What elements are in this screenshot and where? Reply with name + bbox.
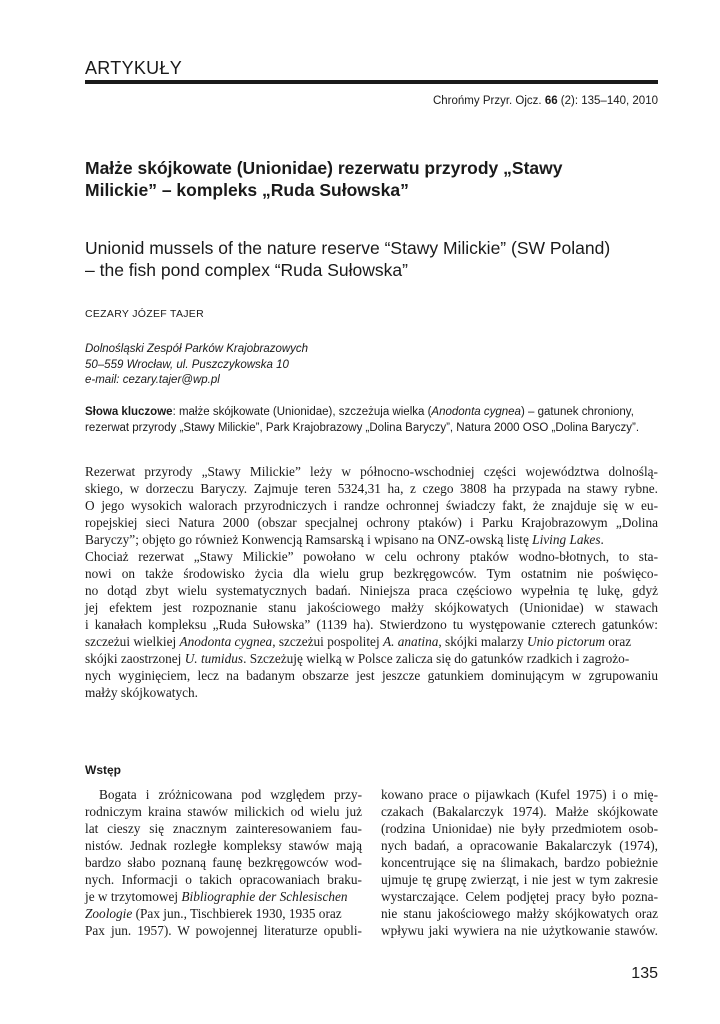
affiliation-institution: Dolnośląski Zespół Parków Krajobrazowych (85, 343, 309, 355)
section-heading-introduction: Wstęp (85, 763, 121, 777)
abstract-line (85, 650, 658, 667)
page-number: 135 (631, 965, 658, 982)
body-column-right (381, 786, 658, 939)
body-line: nych badań, a opracowanie Bakalarczyk (1974), (381, 838, 658, 853)
abstract (85, 463, 658, 701)
keywords-text: ) – gatunek chroniony, rezerwat przyrody „Stawy Milickie”, Park Krajobrazowy „Dolina Baryczy”, Natura 2000 OSO „Dolina Baryczy”. (85, 406, 640, 434)
article-title-polish (85, 157, 645, 201)
body-text: (Pax jun., Tischbierek 1930, 1935 oraz (132, 906, 342, 921)
abstract-italic: U. tumidus (184, 651, 244, 666)
body-line: nistów. Jednak rozległe kompleksy stawów mają (85, 838, 362, 853)
abstract-text: , skójki malarzy (438, 634, 528, 649)
abstract-line: nowi on także środowisko życia dla wielu grup bezkręgowców. Tym ostatnim nie poświęco- (85, 566, 658, 581)
abstract-line: małży skójkowatych. (85, 685, 198, 700)
abstract-text: , szczeżui pospolitej (272, 634, 383, 649)
abstract-italic: Unio pictorum (527, 634, 605, 649)
body-line (85, 905, 362, 922)
citation-prefix: Chrońmy Przyr. Ojcz. (432, 95, 545, 107)
abstract-text: . Szczeżuję wielką w Polsce zalicza się do gatunków rzadkich i zagrożo- (243, 651, 630, 666)
body-italic: Zoologie (85, 906, 133, 921)
body-line: bardzo słabo poznaną faunę bezkręgowców wod- (85, 855, 362, 870)
abstract-line: Rezerwat przyrody „Stawy Milickie” leży w północno-wschodniej części województwa dolnoślą- (85, 464, 658, 479)
abstract-italic: A. anatina (382, 634, 439, 649)
title-pl-line: Milickie” – kompleks „Ruda Sułowska” (85, 180, 409, 200)
abstract-line: skiego, w dorzeczu Baryczy. Zajmuje teren 5324,31 ha, z czego 3808 ha przypada na stawy rybne. (85, 481, 658, 496)
abstract-line (85, 531, 658, 548)
abstract-text: . (600, 532, 604, 547)
author-name: CEZARY JÓZEF TAJER (85, 308, 204, 320)
affiliation-address: 50–559 Wrocław, ul. Puszczykowska 10 (85, 358, 289, 371)
abstract-line: Chociaż rezerwat „Stawy Milickie” powołano w celu ochrony ptaków wodno-błotnych, to sta- (85, 549, 658, 564)
journal-citation (433, 95, 658, 107)
citation-volume: 66 (544, 95, 558, 107)
keywords-block (85, 404, 660, 436)
abstract-text: Baryczy”; objęto go również Konwencją Ramsarską i wpisano na ONZ-owską listę (85, 532, 533, 547)
title-en-line: – the fish pond complex “Ruda Sułowska” (85, 260, 408, 280)
body-line: (rodzina Unionidae) nie były przedmiotem osob- (381, 821, 658, 836)
body-line: nie stanu jakościowego małży skójkowatych oraz (381, 906, 658, 921)
keywords-text: : małże skójkowate (Unionidae), szczeżuja wielka ( (172, 406, 432, 418)
keywords-label: Słowa kluczowe (85, 406, 173, 418)
body-line: nych. Informacji o takich opracowaniach braku- (85, 872, 362, 887)
body-line: kowano prace o pijawkach (Kufel 1975) i o mię- (381, 787, 658, 802)
body-line: Pax jun. 1957). W powojennej literaturze opubli- (85, 923, 362, 938)
header-rule (85, 80, 658, 84)
body-column-left (85, 786, 362, 939)
body-line: wystarczające. Celem podjętej pracy było pozna- (381, 889, 658, 904)
article-title-english (85, 237, 665, 281)
body-text: je w trzytomowej (85, 889, 182, 904)
abstract-text: oraz (604, 634, 632, 649)
keywords-species: Anodonta cygnea (431, 406, 521, 418)
abstract-line (85, 633, 658, 650)
body-line: lat cieszy się znacznym zainteresowaniem fau- (85, 821, 362, 836)
body-line: czakach (Bakalarczyk 1974). Małże skójkowate (381, 804, 658, 819)
body-line (85, 888, 362, 905)
abstract-line: ropejskiej sieci Natura 2000 (obszar specjalnej ochrony ptaków) i Parku Krajobrazowym „Dolina (85, 515, 658, 530)
body-line: Bogata i zróżnicowana pod względem przy- (99, 787, 362, 802)
body-line: wpływu jaki wywiera na nie użytkowanie stawów. (381, 923, 658, 938)
title-pl-line: Małże skójkowate (Unionidae) rezerwatu przyrody „Stawy (85, 158, 563, 178)
abstract-text: szczeżui wielkiej (85, 634, 180, 649)
citation-suffix: (2): 135–140, 2010 (557, 95, 658, 107)
body-italic: Bibliographie der Schlesischen (181, 889, 348, 904)
abstract-line: nych wyginięciem, lecz na badanym obszarze jest jeszcze gatunkiem dominującym w zgrupowaniu (85, 668, 658, 683)
abstract-italic: Living Lakes (532, 532, 601, 547)
title-en-line: Unionid mussels of the nature reserve “Stawy Milickie” (SW Poland) (85, 238, 611, 258)
body-line: rodniczym kraina stawów milickich od wielu już (85, 804, 362, 819)
abstract-line: jej efektem jest rozpoznanie stanu jakościowego małży skójkowatych (Unionidae) w stawach (85, 600, 658, 615)
abstract-italic: Anodonta cygnea (179, 634, 273, 649)
body-line: ujmuje tę grupę zwierząt, i nie jest w tym zakresie (381, 872, 658, 887)
body-line: koncentrujące się na ślimakach, bardzo pobieżnie (381, 855, 658, 870)
section-header: ARTYKUŁY (85, 58, 183, 78)
abstract-text: skójki zaostrzonej (85, 651, 185, 666)
abstract-line: i kanałach kompleksu „Ruda Sułowska” (1139 ha). Stwierdzono tu występowanie czterech gatunków: (85, 617, 658, 632)
affiliation-email: e-mail: cezary.tajer@wp.pl (85, 374, 220, 386)
abstract-line: O jego wysokich walorach przyrodniczych i randze ochronnej świadczy fakt, że znajduje się w eu- (85, 498, 658, 513)
author-affiliation (85, 342, 308, 389)
abstract-line: no dotąd zbyt wielu systematycznych badań. Niniejsza praca częściowo wypełnia tę lukę, gdyż (85, 583, 658, 598)
